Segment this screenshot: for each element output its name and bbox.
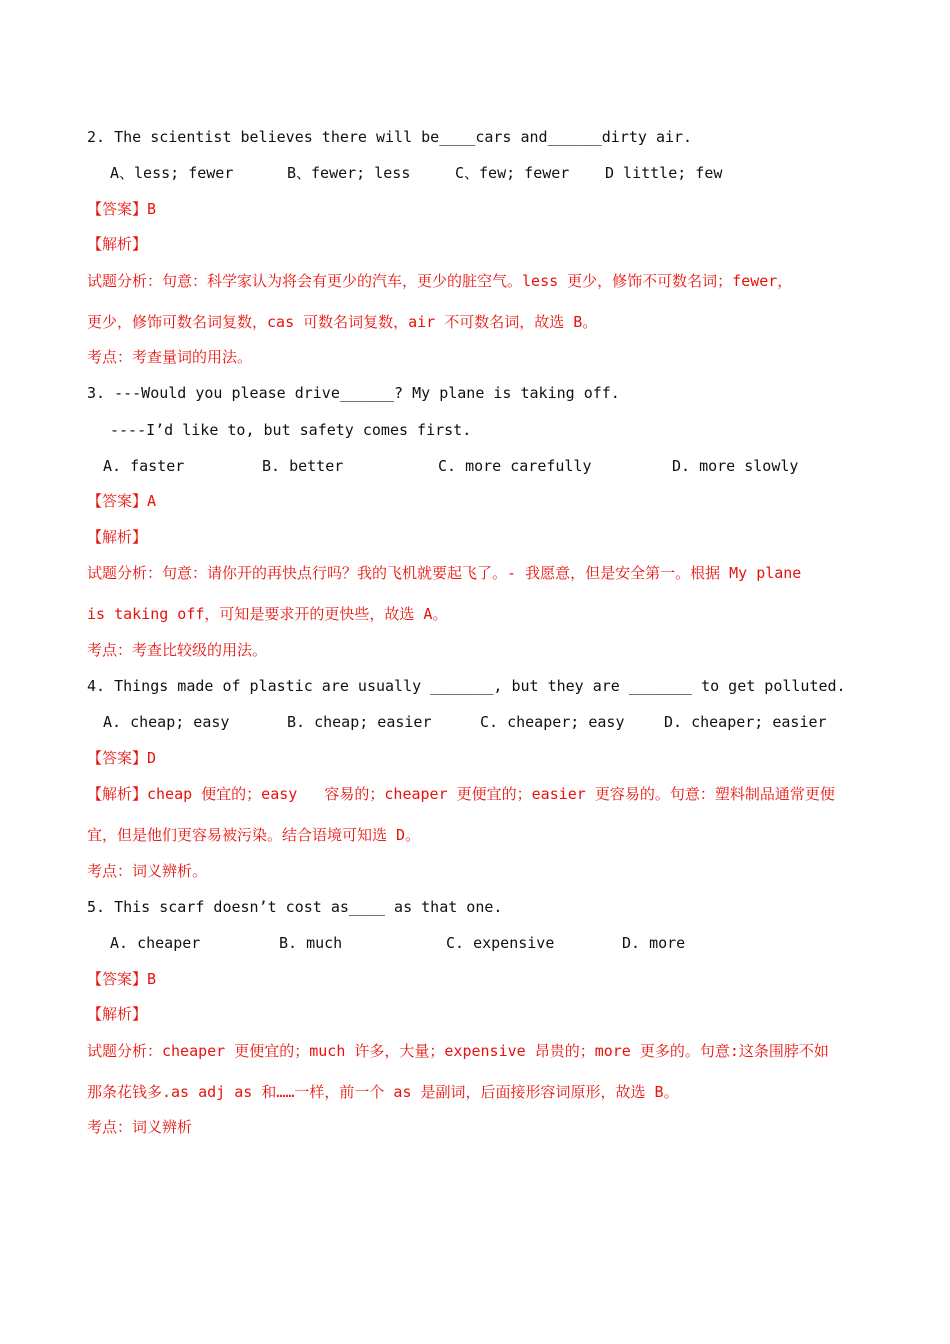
question-3-stem-reply: ----I’d like to, but safety comes first.	[110, 421, 472, 439]
question-2-analysis-line-2: 更少，修饰可数名词复数，cas 可数名词复数，air 不可数名词，故选 B。	[87, 313, 598, 331]
question-3-option-b: B. better	[262, 457, 344, 475]
question-3-analysis-label: 【解析】	[87, 528, 148, 546]
question-4-answer: 【答案】D	[87, 749, 157, 767]
question-3-answer: 【答案】A	[87, 492, 157, 510]
question-3-analysis-line-1: 试题分析：句意：请你开的再快点行吗？我的飞机就要起飞了。- 我愿意，但是安全第一。根据 My plane	[87, 564, 802, 582]
question-3-option-a: A. faster	[103, 457, 185, 475]
question-2-point: 考点：考查量词的用法。	[87, 348, 253, 366]
question-4-analysis-line-2: 宜，但是他们更容易被污染。结合语境可知选 D。	[87, 826, 421, 844]
question-5-option-b: B. much	[279, 934, 343, 952]
question-5-option-c: C. expensive	[446, 934, 555, 952]
question-2-stem: 2. The scientist believes there will be____cars and______dirty air.	[87, 128, 693, 146]
question-5-option-a: A. cheaper	[110, 934, 201, 952]
question-3-option-c: C. more carefully	[438, 457, 592, 475]
question-2-analysis-label: 【解析】	[87, 235, 148, 253]
question-2-option-d: D little; few	[605, 164, 723, 182]
question-4-stem: 4. Things made of plastic are usually _______, but they are _______ to get polluted.	[87, 677, 846, 695]
question-4-analysis-line-1: 【解析】cheap 便宜的；easy 容易的；cheaper 更便宜的；easier 更容易的。句意：塑料制品通常更便	[87, 785, 835, 803]
question-5-analysis-label: 【解析】	[87, 1005, 148, 1023]
question-2-option-a: A、less; fewer	[110, 164, 234, 182]
question-4-point: 考点：词义辨析。	[87, 862, 208, 880]
question-4-option-d: D. cheaper; easier	[664, 713, 827, 731]
question-2-option-c: C、few; fewer	[455, 164, 570, 182]
question-5-answer: 【答案】B	[87, 970, 157, 988]
question-3-point: 考点：考查比较级的用法。	[87, 641, 268, 659]
question-5-option-d: D. more	[622, 934, 686, 952]
question-2-answer: 【答案】B	[87, 200, 157, 218]
question-5-analysis-line-2: 那条花钱多.as adj as 和……一样，前一个 as 是副词，后面接形容词原形，故选 B。	[87, 1083, 679, 1101]
question-4-option-a: A. cheap; easy	[103, 713, 230, 731]
question-5-point: 考点：词义辨析	[87, 1118, 193, 1136]
question-4-option-c: C. cheaper; easy	[480, 713, 625, 731]
question-4-option-b: B. cheap; easier	[287, 713, 432, 731]
question-2-option-b: B、fewer; less	[287, 164, 411, 182]
question-3-stem: 3. ---Would you please drive______? My plane is taking off.	[87, 384, 620, 402]
question-5-stem: 5. This scarf doesn’t cost as____ as that one.	[87, 898, 503, 916]
question-3-option-d: D. more slowly	[672, 457, 799, 475]
question-2-analysis-line-1: 试题分析：句意：科学家认为将会有更少的汽车，更少的脏空气。less 更少，修饰不可数名词；fewer，	[87, 272, 793, 290]
question-5-analysis-line-1: 试题分析：cheaper 更便宜的；much 许多，大量；expensive 昂贵的；more 更多的。句意:这条围脖不如	[87, 1042, 829, 1060]
question-3-analysis-line-2: is taking off，可知是要求开的更快些，故选 A。	[87, 605, 448, 623]
